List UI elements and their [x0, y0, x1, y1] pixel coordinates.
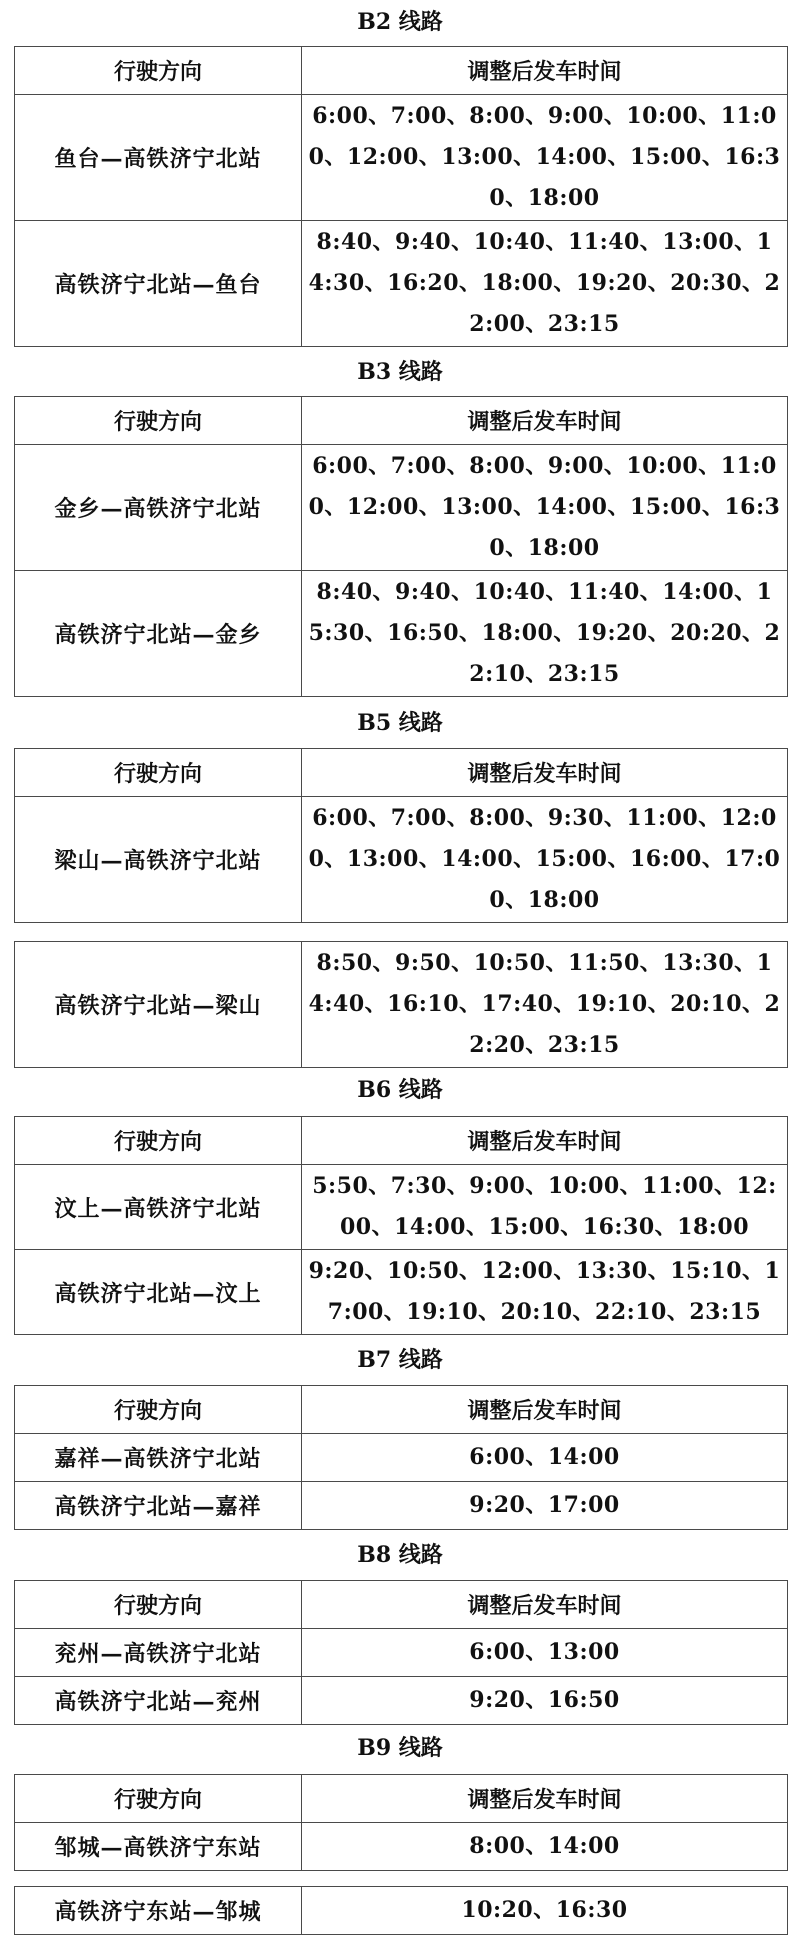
times-cell: 10:20、16:30 — [302, 1887, 788, 1935]
route-title-b8: B8 线路 — [357, 1542, 443, 1568]
times-cell: 8:50、9:50、10:50、11:50、13:30、14:40、16:10、17:40、19:10、20:10、22:20、23:15 — [302, 942, 788, 1068]
direction-cell: 高铁济宁东站—邹城 — [15, 1887, 302, 1935]
direction-cell: 嘉祥—高铁济宁北站 — [15, 1434, 302, 1482]
schedule-table-b8 — [14, 1580, 788, 1725]
schedule-table-b5-return — [14, 941, 788, 1068]
schedule-table-b5 — [14, 748, 788, 923]
header-direction: 行驶方向 — [15, 1117, 302, 1165]
times-cell: 9:20、16:50 — [302, 1677, 788, 1725]
table-row — [15, 1165, 788, 1250]
direction-cell: 高铁济宁北站—兖州 — [15, 1677, 302, 1725]
times-cell: 6:00、7:00、8:00、9:30、11:00、12:00、13:00、14:00、15:00、16:00、17:00、18:00 — [302, 797, 788, 923]
times-cell: 6:00、14:00 — [302, 1434, 788, 1482]
table-row — [15, 1434, 788, 1482]
times-cell: 9:20、17:00 — [302, 1482, 788, 1530]
times-cell: 6:00、7:00、8:00、9:00、10:00、11:00、12:00、13:00、14:00、15:00、16:30、18:00 — [302, 95, 788, 221]
direction-cell: 金乡—高铁济宁北站 — [15, 445, 302, 571]
direction-cell: 高铁济宁北站—梁山 — [15, 942, 302, 1068]
route-title-b9: B9 线路 — [357, 1735, 443, 1761]
times-cell: 5:50、7:30、9:00、10:00、11:00、12:00、14:00、15:00、16:30、18:00 — [302, 1165, 788, 1250]
times-cell: 9:20、10:50、12:00、13:30、15:10、17:00、19:10、20:10、22:10、23:15 — [302, 1250, 788, 1335]
schedule-table-b9 — [14, 1774, 788, 1871]
table-row — [15, 445, 788, 571]
header-direction: 行驶方向 — [15, 1386, 302, 1434]
table-row — [15, 1250, 788, 1335]
table-row — [15, 797, 788, 923]
table-header-row — [15, 1386, 788, 1434]
header-direction: 行驶方向 — [15, 749, 302, 797]
direction-cell: 鱼台—高铁济宁北站 — [15, 95, 302, 221]
header-times: 调整后发车时间 — [302, 397, 788, 445]
header-times: 调整后发车时间 — [302, 749, 788, 797]
route-title-b3: B3 线路 — [357, 359, 443, 385]
table-header-row — [15, 397, 788, 445]
table-header-row — [15, 1775, 788, 1823]
table-header-row — [15, 1117, 788, 1165]
direction-cell: 高铁济宁北站—嘉祥 — [15, 1482, 302, 1530]
times-cell: 8:00、14:00 — [302, 1823, 788, 1871]
table-row — [15, 1887, 788, 1935]
route-title-b2: B2 线路 — [357, 9, 443, 35]
route-title-b7: B7 线路 — [357, 1347, 443, 1373]
table-header-row — [15, 47, 788, 95]
direction-cell: 邹城—高铁济宁东站 — [15, 1823, 302, 1871]
direction-cell: 高铁济宁北站—金乡 — [15, 571, 302, 697]
table-row — [15, 1823, 788, 1871]
table-header-row — [15, 749, 788, 797]
header-times: 调整后发车时间 — [302, 1581, 788, 1629]
schedule-table-b9-return — [14, 1886, 788, 1935]
table-row — [15, 571, 788, 697]
table-header-row — [15, 1581, 788, 1629]
route-title-b5: B5 线路 — [357, 710, 443, 736]
direction-cell: 高铁济宁北站—汶上 — [15, 1250, 302, 1335]
table-row — [15, 1629, 788, 1677]
route-title-b6: B6 线路 — [357, 1077, 443, 1103]
table-row — [15, 1677, 788, 1725]
header-direction: 行驶方向 — [15, 1581, 302, 1629]
times-cell: 6:00、7:00、8:00、9:00、10:00、11:00、12:00、13:00、14:00、15:00、16:30、18:00 — [302, 445, 788, 571]
schedule-table-b7 — [14, 1385, 788, 1530]
direction-cell: 高铁济宁北站—鱼台 — [15, 221, 302, 347]
header-times: 调整后发车时间 — [302, 1775, 788, 1823]
header-direction: 行驶方向 — [15, 47, 302, 95]
direction-cell: 梁山—高铁济宁北站 — [15, 797, 302, 923]
times-cell: 8:40、9:40、10:40、11:40、14:00、15:30、16:50、18:00、19:20、20:20、22:10、23:15 — [302, 571, 788, 697]
schedule-table-b3 — [14, 396, 788, 697]
schedule-table-b2 — [14, 46, 788, 347]
table-row — [15, 221, 788, 347]
direction-cell: 兖州—高铁济宁北站 — [15, 1629, 302, 1677]
direction-cell: 汶上—高铁济宁北站 — [15, 1165, 302, 1250]
header-times: 调整后发车时间 — [302, 47, 788, 95]
times-cell: 8:40、9:40、10:40、11:40、13:00、14:30、16:20、18:00、19:20、20:30、22:00、23:15 — [302, 221, 788, 347]
table-row — [15, 942, 788, 1068]
table-row — [15, 1482, 788, 1530]
times-cell: 6:00、13:00 — [302, 1629, 788, 1677]
schedule-table-b6 — [14, 1116, 788, 1335]
header-direction: 行驶方向 — [15, 397, 302, 445]
header-direction: 行驶方向 — [15, 1775, 302, 1823]
table-row — [15, 95, 788, 221]
header-times: 调整后发车时间 — [302, 1117, 788, 1165]
header-times: 调整后发车时间 — [302, 1386, 788, 1434]
